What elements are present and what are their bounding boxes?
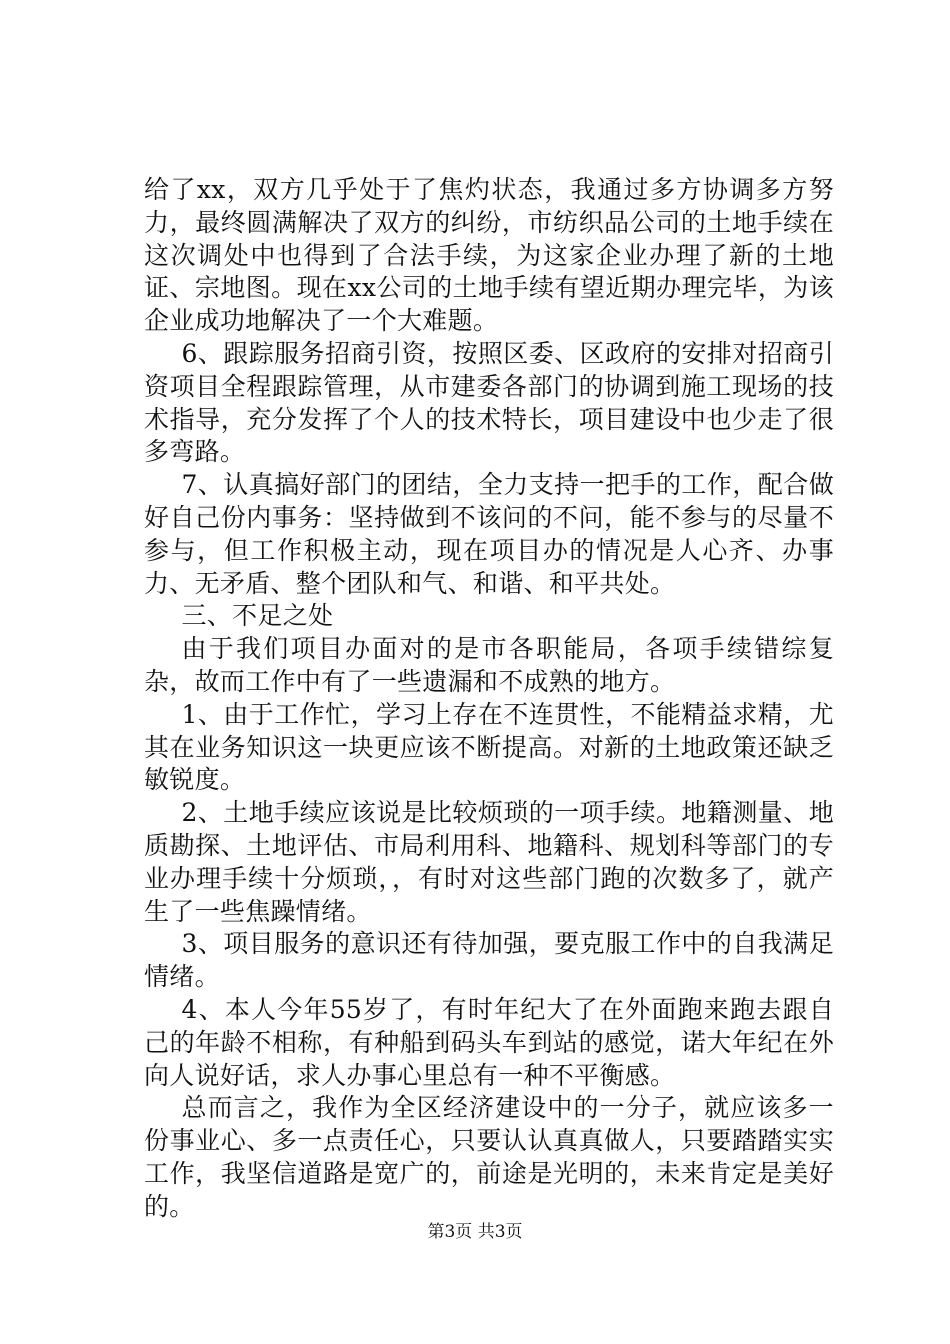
paragraph-shortcoming-3: 3、项目服务的意识还有待加强，要克服工作中的自我满足情绪。 bbox=[144, 929, 834, 992]
document-body bbox=[144, 174, 834, 1224]
paragraph-item-7: 7、认真搞好部门的团结，全力支持一把手的工作，配合做好自己份内事务：坚持做到不该问的不问，能不参与的尽量不参与，但工作积极主动，现在项目办的情况是人心齐、办事力、无矛盾、整个团队和气、和谐、和平共处。 bbox=[144, 470, 834, 598]
paragraph-shortcoming-2: 2、土地手续应该说是比较烦琐的一项手续。地籍测量、地质勘探、土地评估、市局利用科、地籍科、规划科等部门的专业办理手续十分烦琐，，有时对这些部门跑的次数多了，就产生了一些焦躁情绪。 bbox=[144, 798, 834, 926]
paragraph-shortcoming-1: 1、由于工作忙，学习上存在不连贯性，不能精益求精，尤其在业务知识这一块更应该不断提高。对新的土地政策还缺乏敏锐度。 bbox=[144, 699, 834, 795]
paragraph-conclusion: 总而言之，我作为全区经济建设中的一分子，就应该多一份事业心、多一点责任心，只要认认真真做人，只要踏踏实实工作，我坚信道路是宽广的，前途是光明的，未来肯定是美好的。 bbox=[144, 1093, 834, 1221]
paragraph-shortcoming-4: 4、本人今年55岁了，有时年纪大了在外面跑来跑去跟自己的年龄不相称，有种船到码头车到站的感觉，诺大年纪在外向人说好话，求人办事心里总有一种不平衡感。 bbox=[144, 994, 834, 1090]
paragraph-item-6: 6、跟踪服务招商引资，按照区委、区政府的安排对招商引资项目全程跟踪管理，从市建委各部门的协调到施工现场的技术指导，充分发挥了个人的技术特长，项目建设中也少走了很多弯路。 bbox=[144, 338, 834, 467]
paragraph-continuation: 给了xx，双方几乎处于了焦灼状态，我通过多方协调多方努力，最终圆满解决了双方的纠纷，市纺织品公司的土地手续在这次调处中也得到了合法手续，为这家企业办理了新的土地证、宗地图。现在xx公司的土地手续有望近期办理完毕，为该企业成功地解决了一个大难题。 bbox=[144, 175, 834, 336]
page-number-footer: 第3页 共3页 bbox=[427, 1222, 523, 1242]
section-heading-shortcomings: 三、不足之处 bbox=[181, 601, 334, 631]
paragraph-shortcomings-intro: 由于我们项目办面对的是市各职能局，各项手续错综复杂，故而工作中有了一些遗漏和不成熟的地方。 bbox=[144, 634, 834, 696]
